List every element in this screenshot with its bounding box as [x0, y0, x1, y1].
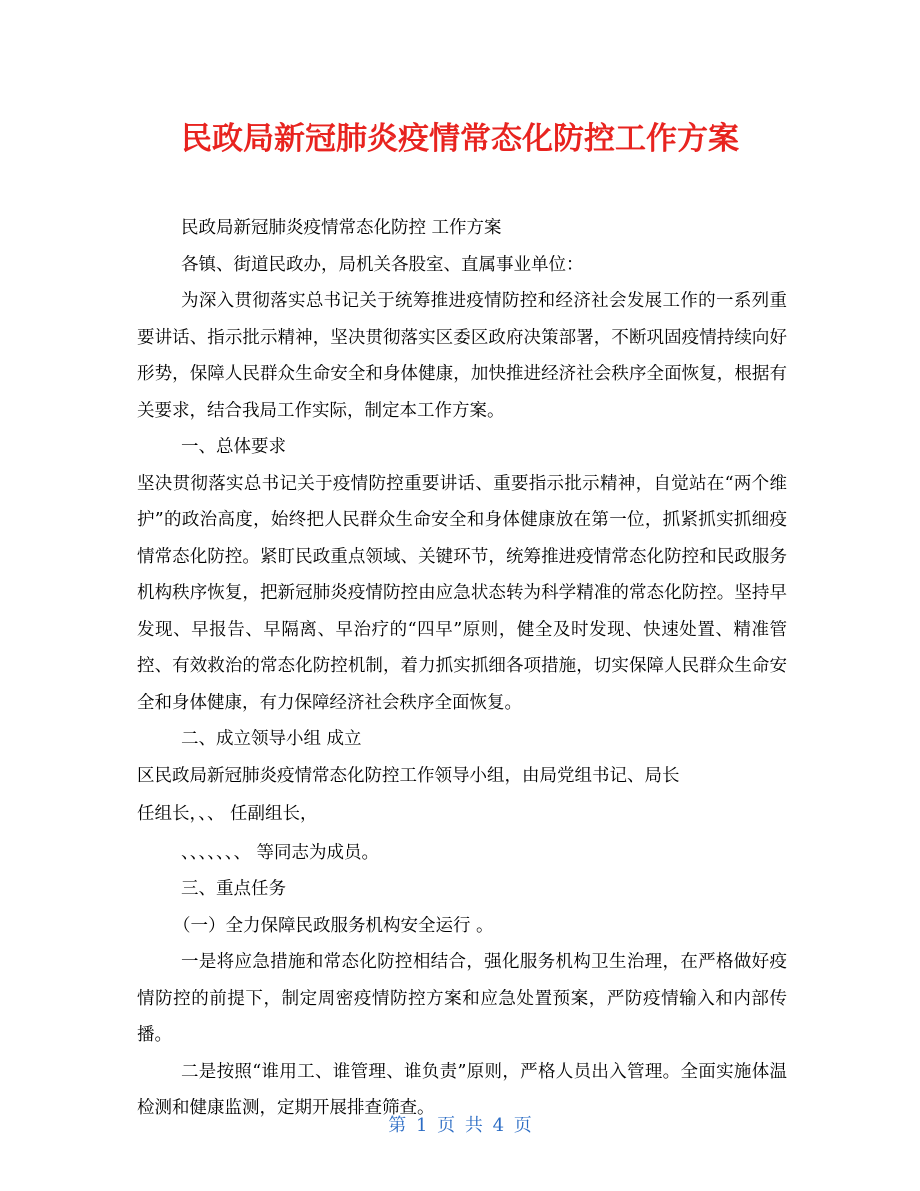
paragraph-members: 、、、、、、、 等同志为成员。 — [181, 842, 380, 863]
paragraph-general-requirements: 坚决贯彻落实总书记关于疫情防控重要讲话、重要指示批示精神，自觉站在“两个维护”的政治高度，始终把人民群众生命安全和身体健康放在第一位，抓紧抓实抓细疫情常态化防控。紧盯民政重点领域、关键环节，统筹推进疫情常态化防控和民政服务机构秩序恢复，把新冠肺炎疫情防控由应急状态转为科学精准的常态化防控。坚持早发现、早报告、早隔离、早治疗的“四早”原则，健全及时发现、快速处置、精准管控、有效救治的常态化防控机制，着力抓实抓细各项措施，切实保障人民群众生命安全和身体健康，有力保障经济社会秩序全面恢复。 — [137, 473, 787, 713]
paragraph-task-one-second: 二是按照“谁用工、谁管理、谁负责”原则，严格人员出入管理。全面实施体温检测和健康监测，定期开展排查筛查。 — [137, 1061, 787, 1118]
heading-key-tasks: 三、重点任务 — [181, 879, 286, 899]
heading-task-one: （一）全力保障民政服务机构安全运行 。 — [173, 915, 494, 936]
paragraph-subtitle: 民政局新冠肺炎疫情常态化防控 工作方案 — [181, 218, 502, 238]
document-title: 民政局新冠肺炎疫情常态化防控工作方案 — [181, 121, 739, 157]
document-body — [137, 210, 787, 1127]
page-number-footer: 第 1 页 共 4 页 — [388, 1115, 532, 1136]
paragraph-leadership-group: 区民政局新冠肺炎疫情常态化防控工作领导小组，由局党组书记、局长 — [137, 765, 680, 786]
paragraph-intro: 为深入贯彻落实总书记关于统筹推进疫情防控和经济社会发展工作的一系列重要讲话、指示批示精神，坚决贯彻落实区委区政府决策部署，不断巩固疫情持续向好形势，保障人民群众生命安全和身体健康，加快推进经济社会秩序全面恢复，根据有关要求，结合我局工作实际，制定本工作方案。 — [137, 291, 787, 421]
heading-general-requirements: 一、总体要求 — [181, 437, 286, 457]
paragraph-deputy-leaders: 任组长，、、 任副组长， — [137, 804, 318, 824]
paragraph-task-one-first: 一是将应急措施和常态化防控相结合，强化服务机构卫生治理，在严格做好疫情防控的前提下，制定周密疫情防控方案和应急处置预案，严防疫情输入和内部传播。 — [137, 952, 787, 1045]
paragraph-addressee: 各镇、街道民政办，局机关各股室、直属事业单位： — [181, 254, 584, 275]
heading-leadership-group: 二、成立领导小组 成立 — [181, 729, 362, 749]
